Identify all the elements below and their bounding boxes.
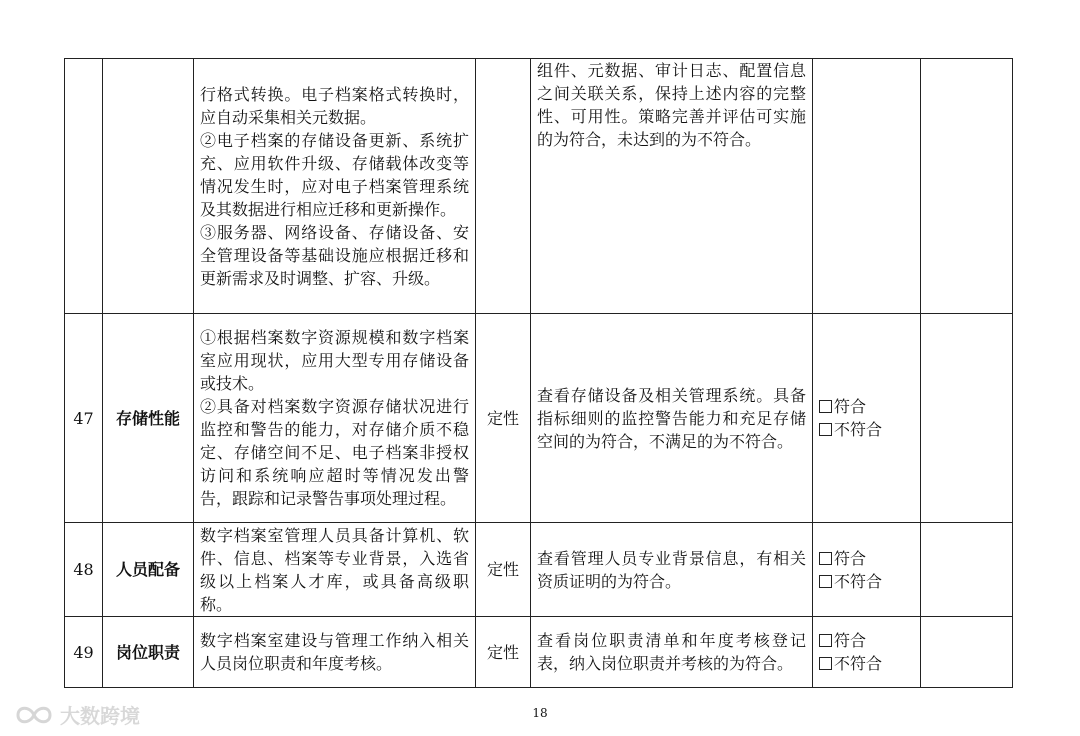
item-name: 岗位职责 (103, 617, 194, 688)
evaluation-type: 定性 (476, 314, 531, 523)
checkbox-option[interactable] (819, 547, 914, 570)
evaluation-type: 定性 (476, 523, 531, 617)
row-number: 47 (65, 314, 103, 523)
checkbox-option[interactable] (819, 629, 914, 652)
evaluation-method: 查看岗位职责清单和年度考核登记表，纳入岗位职责并考核的为符合。 (531, 617, 813, 688)
checkbox-label: 符合 (834, 548, 867, 568)
result-cell (813, 617, 921, 688)
checkbox-icon[interactable] (819, 400, 832, 413)
evaluation-method: 组件、元数据、审计日志、配置信息之间关联关系，保持上述内容的完整性、可用性。策略完善并评估可实施的为符合，未达到的为不符合。 (531, 59, 813, 314)
row-number (65, 59, 103, 314)
watermark (12, 700, 140, 729)
remark-cell (921, 59, 1013, 314)
page-number: 18 (532, 706, 548, 720)
checkbox-option[interactable] (819, 418, 914, 441)
requirement-cell (194, 617, 476, 688)
evaluation-method: 查看存储设备及相关管理系统。具备指标细则的监控警告能力和充足存储空间的为符合，不满足的为不符合。 (531, 314, 813, 523)
result-cell (813, 314, 921, 523)
requirement-text: ②电子档案的存储设备更新、系统扩充、应用软件升级、存储载体改变等情况发生时，应对电子档案管理系统及其数据进行相应迁移和更新操作。 (200, 130, 469, 219)
checkbox-label: 不符合 (834, 571, 883, 591)
table-row (65, 59, 1013, 314)
remark-cell (921, 314, 1013, 523)
checkbox-label: 符合 (834, 397, 867, 416)
checkbox-option[interactable] (819, 652, 914, 675)
checkbox-label: 符合 (834, 631, 867, 650)
result-cell (813, 59, 921, 314)
checkbox-icon[interactable] (819, 423, 832, 436)
requirement-cell (194, 59, 476, 314)
table-row (65, 523, 1013, 617)
watermark-text: 大数跨境 (60, 704, 140, 728)
checkbox-label: 不符合 (834, 654, 883, 673)
requirement-text: 数字档案室建设与管理工作纳入相关人员岗位职责和年度考核。 (200, 631, 469, 673)
table-row (65, 617, 1013, 688)
checkbox-option[interactable] (819, 570, 914, 593)
infinity-logo-icon (12, 701, 56, 729)
checkbox-icon[interactable] (819, 575, 832, 588)
checkbox-option[interactable] (819, 395, 914, 418)
remark-cell (921, 617, 1013, 688)
item-name: 人员配备 (103, 523, 194, 617)
requirement-text: 行格式转换。电子档案格式转换时，应自动采集相关元数据。 (200, 84, 469, 127)
requirement-cell (194, 523, 476, 617)
item-name (103, 59, 194, 314)
row-number: 48 (65, 523, 103, 617)
checkbox-icon[interactable] (819, 634, 832, 647)
checkbox-label: 不符合 (834, 420, 883, 439)
evaluation-type (476, 59, 531, 314)
evaluation-method: 查看管理人员专业背景信息，有相关资质证明的为符合。 (531, 523, 813, 617)
remark-cell (921, 523, 1013, 617)
evaluation-table (64, 58, 1013, 688)
item-name: 存储性能 (103, 314, 194, 523)
requirement-text: ①根据档案数字资源规模和数字档案室应用现状，应用大型专用存储设备或技术。 (200, 328, 469, 393)
requirement-cell (194, 314, 476, 523)
table-row (65, 314, 1013, 523)
requirement-text: 数字档案室管理人员具备计算机、软件、信息、档案等专业背景，入选省级以上档案人才库，或具备高级职称。 (200, 525, 469, 614)
requirement-text: ②具备对档案数字资源存储状况进行监控和警告的能力，对存储介质不稳定、存储空间不足、电子档案非授权访问和系统响应超时等情况发出警告，跟踪和记录警告事项处理过程。 (200, 397, 469, 508)
checkbox-icon[interactable] (819, 552, 832, 565)
row-number: 49 (65, 617, 103, 688)
checkbox-icon[interactable] (819, 657, 832, 670)
evaluation-type: 定性 (476, 617, 531, 688)
requirement-text: ③服务器、网络设备、存储设备、安全管理设备等基础设施应根据迁移和更新需求及时调整、扩容、升级。 (200, 222, 469, 288)
result-cell (813, 523, 921, 617)
